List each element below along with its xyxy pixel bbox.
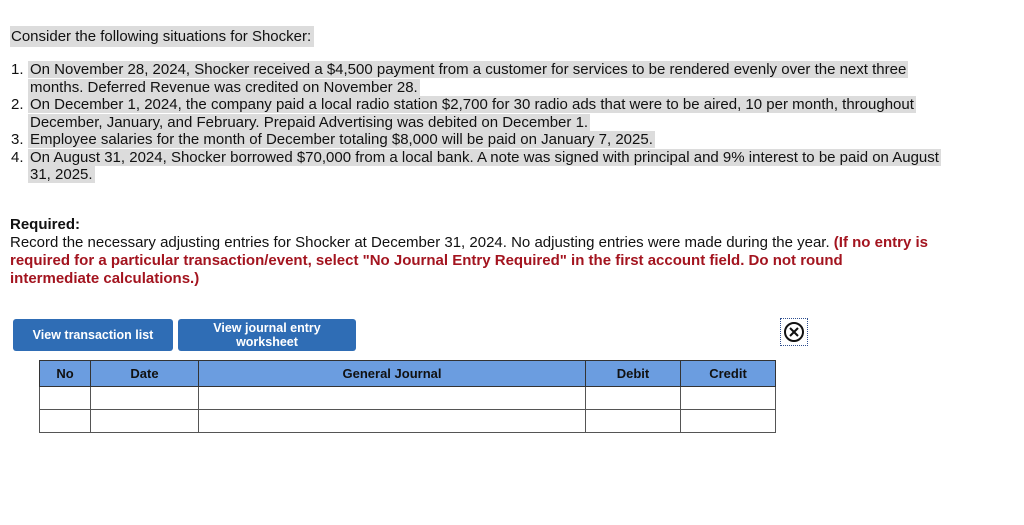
journal-header-row	[40, 361, 776, 387]
situation-number: 1.	[11, 61, 24, 78]
situation-item	[10, 149, 950, 184]
table-row	[40, 387, 776, 410]
view-journal-entry-worksheet-button[interactable]: View journal entry worksheet	[178, 319, 356, 351]
close-circle-icon	[783, 321, 805, 343]
col-header-debit: Debit	[586, 361, 681, 387]
intro-text: Consider the following situations for Shocker:	[10, 26, 314, 47]
cell-date[interactable]	[91, 387, 199, 410]
cell-credit[interactable]	[681, 387, 776, 410]
situation-number: 3.	[11, 131, 24, 148]
situation-text: On November 28, 2024, Shocker received a $4,500 payment from a customer for services to be rendered evenly over the next three months. Deferred Revenue was credited on November 28.	[30, 61, 907, 96]
cell-general-journal[interactable]	[199, 387, 586, 410]
situation-number: 2.	[11, 96, 24, 113]
situation-item	[10, 61, 950, 96]
journal-table	[39, 360, 776, 433]
required-instruction: (If no entry is required for a particular transaction/event, select "No Journal Entry Required" in the first account field. Do not round intermediate calculations.)	[10, 234, 928, 287]
situation-number: 4.	[11, 148, 24, 166]
situation-text: On December 1, 2024, the company paid a local radio station $2,700 for 30 radio ads that were to be aired, 10 per month, throughout December, January, and February. Prepaid Advertising was debited on December 1.	[30, 96, 914, 131]
col-header-credit: Credit	[681, 361, 776, 387]
required-title: Required:	[10, 216, 81, 233]
cell-no	[40, 410, 91, 433]
cell-date[interactable]	[91, 410, 199, 433]
cell-no	[40, 387, 91, 410]
situations-list	[10, 61, 950, 184]
cell-debit[interactable]	[586, 410, 681, 433]
cell-debit[interactable]	[586, 387, 681, 410]
col-header-general-journal: General Journal	[199, 361, 586, 387]
situation-text: On August 31, 2024, Shocker borrowed $70,000 from a local bank. A note was signed with principal and 9% interest to be paid on August 31, 2025.	[30, 148, 939, 183]
required-section	[10, 216, 930, 288]
close-button[interactable]	[780, 318, 808, 346]
table-row	[40, 410, 776, 433]
situation-item	[10, 96, 950, 131]
view-transaction-list-button[interactable]: View transaction list	[13, 319, 173, 351]
cell-credit[interactable]	[681, 410, 776, 433]
col-header-date: Date	[91, 361, 199, 387]
cell-general-journal[interactable]	[199, 410, 586, 433]
situation-text: Employee salaries for the month of December totaling $8,000 will be paid on January 7, 2025.	[30, 131, 653, 148]
col-header-no: No	[40, 361, 91, 387]
situation-item	[10, 131, 950, 149]
required-text: Record the necessary adjusting entries for Shocker at December 31, 2024. No adjusting entries were made during the year.	[10, 234, 830, 251]
